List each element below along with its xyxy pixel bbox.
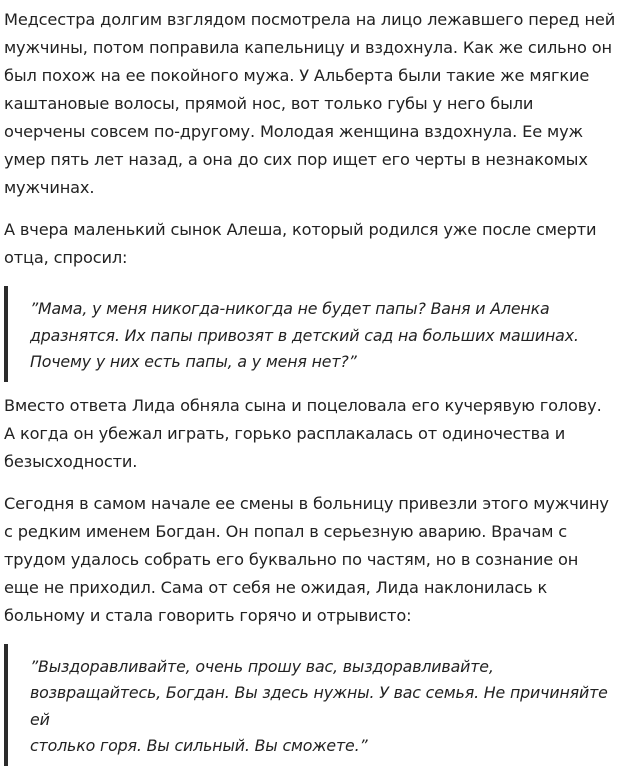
paragraph-line: когда он убежал играть, горько расплакалась от одиночества и bbox=[19, 423, 566, 443]
quote-line: возвращайтесь, Богдан. Вы здесь нужны. У вас семья. Не причиняйте ей bbox=[30, 683, 608, 729]
paragraph-3 bbox=[4, 392, 616, 476]
paragraph-line: похож на ее покойного мужа. У Альберта были такие же мягкие bbox=[41, 66, 590, 85]
paragraph-line: приходил. Сама от себя не ожидая, Лида наклонилась к больному и стала bbox=[4, 577, 548, 625]
paragraph-line: совсем по-другому. Молодая женщина вздохнула. Ее муж умер пять лет bbox=[4, 122, 583, 169]
quote-line: ”Мама, у меня никогда-никогда не будет папы? Ваня и Аленка bbox=[30, 299, 550, 318]
quote-line: столько горя. Вы сильный. Вы сможете.” bbox=[30, 736, 368, 755]
paragraph-line: Сегодня в самом начале ее смены в больницу привезли этого мужчину с bbox=[4, 493, 609, 541]
paragraph-line: говорить горячо и отрывисто: bbox=[157, 605, 412, 625]
quote-line: Почему у них есть папы, а у меня нет?” bbox=[30, 352, 357, 371]
quote-line: ”Выздоравливайте, очень прошу вас, выздоравливайте, bbox=[30, 656, 494, 676]
paragraph-line: удалось собрать его буквально по частям, но в сознание он еще не bbox=[4, 549, 579, 597]
paragraph-line: безысходности. bbox=[4, 451, 138, 471]
paragraph-line: Вместо ответа Лида обняла сына и поцеловала его кучерявую голову. А bbox=[4, 395, 602, 443]
paragraph-line: спросил: bbox=[53, 248, 128, 267]
paragraph-line: А вчера маленький сынок Алеша, который родился уже после смерти отца, bbox=[4, 220, 597, 267]
paragraph-line: назад, а она до сих пор ищет его черты в незнакомых мужчинах. bbox=[4, 150, 588, 197]
paragraph-line: каштановые волосы, прямой нос, вот только губы у него были очерчены bbox=[4, 94, 534, 141]
quote-line: дразнятся. Их папы привозят в детский сад на больших машинах. bbox=[30, 325, 579, 345]
paragraph-line: редким именем Богдан. Он попал в серьезную аварию. Врачам с трудом bbox=[4, 521, 568, 569]
paragraph-4 bbox=[4, 490, 616, 630]
paragraph-1 bbox=[4, 6, 616, 202]
paragraph-line: Медсестра долгим взглядом посмотрела на лицо лежавшего перед ней bbox=[4, 10, 616, 29]
paragraph-2 bbox=[4, 216, 616, 272]
blockquote-1 bbox=[4, 286, 616, 382]
article-body bbox=[4, 6, 616, 776]
paragraph-line: мужчины, потом поправила капельницу и вздохнула. Как же сильно он был bbox=[4, 38, 612, 85]
blockquote-2 bbox=[4, 644, 616, 766]
